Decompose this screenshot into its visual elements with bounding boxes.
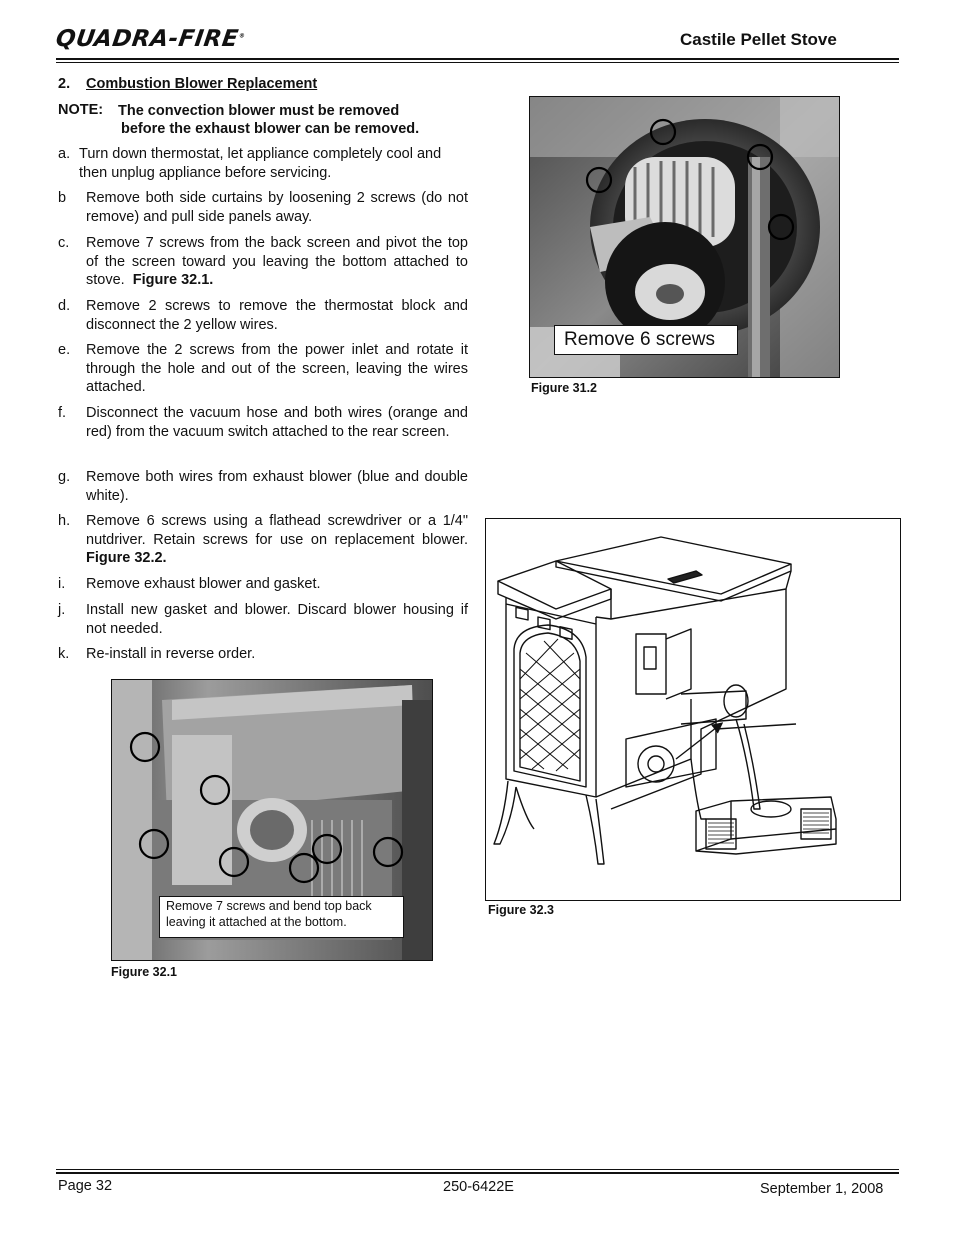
document-number: 250-6422E [443,1179,514,1195]
figure-caption: Figure 32.3 [488,903,554,917]
note-line-2: before the exhaust blower can be removed. [121,121,420,137]
step-text: Remove both side curtains by loosening 2 screws (do not remove) and pull side panels away. [86,190,468,225]
screws-callout-text: Remove 6 screws [564,329,715,350]
page-number: Page 32 [58,1178,113,1194]
step-label: g. [58,469,71,485]
section-number: 2. [58,76,71,92]
step-label: c. [58,235,70,251]
step-j [58,601,468,638]
note-text [118,102,478,138]
step-text: Remove 7 screws from the back screen and pivot the top of the screen toward you leaving the bottom attached to stove. [86,235,468,288]
step-label: e. [58,342,71,358]
step-g [58,468,468,505]
header-rule [56,58,899,60]
step-c [58,234,468,290]
section-title: Combustion Blower Replacement [86,76,318,92]
note-label: NOTE: [58,102,104,118]
figure-ref: Figure 32.1. [132,272,214,288]
step-label: b [58,190,67,206]
step-label: i. [58,576,66,592]
document-date: September 1, 2008 [760,1181,884,1197]
figure-caption: Figure 31.2 [531,381,597,395]
step-text: Remove 2 screws to remove the thermostat block and disconnect the 2 yellow wires. [86,298,468,333]
step-text: Remove the 2 screws from the power inlet and rotate it through the hole and out of the screen, leaving the wires attached. [86,342,468,395]
step-text: Install new gasket and blower. Discard blower housing if not needed. [86,602,468,637]
footer-rule [56,1172,899,1174]
stove-diagram [485,518,901,901]
step-i [58,575,468,594]
step-b [58,189,468,226]
step-k [58,645,468,664]
step-label: a. [58,146,71,162]
callout-line-1: Remove 7 screws and bend top back [166,899,372,913]
figure-ref: Figure 32.2. [86,550,167,566]
step-e [58,341,468,397]
note-line-1: The convection blower must be removed [118,103,400,119]
step-label: f. [58,405,67,421]
step-text: Turn down thermostat, let appliance completely cool and then unplug appliance before servicing. [79,146,442,181]
back-screen-callout [159,896,404,938]
document-title: Castile Pellet Stove [680,30,837,49]
step-text: Remove both wires from exhaust blower (blue and double white). [86,469,468,504]
footer-rule-thin [56,1169,899,1170]
step-text: Re-install in reverse order. [86,646,256,662]
step-d [58,297,468,334]
step-a [58,145,468,182]
registered-mark: ® [238,32,246,40]
step-label: h. [58,513,71,529]
step-label: k. [58,646,70,662]
screws-callout [554,325,738,355]
stove-diagram-drawing [486,519,900,900]
step-f [58,404,468,441]
step-text: Remove exhaust blower and gasket. [86,576,321,592]
step-text: Disconnect the vacuum hose and both wires (orange and red) from the vacuum switch attached to the rear screen. [86,405,468,440]
step-label: d. [58,298,71,314]
header-rule-thin [56,62,899,63]
step-text: Remove 6 screws using a flathead screwdriver or a 1/4" nutdriver. Retain screws for use on replacement blower. [86,513,468,548]
step-h [58,512,468,568]
figure-caption: Figure 32.1 [111,965,177,979]
callout-line-2: leaving it attached at the bottom. [166,915,347,929]
brand-logo: QUADRA-FIRE® [54,26,246,52]
step-label: j. [58,602,66,618]
